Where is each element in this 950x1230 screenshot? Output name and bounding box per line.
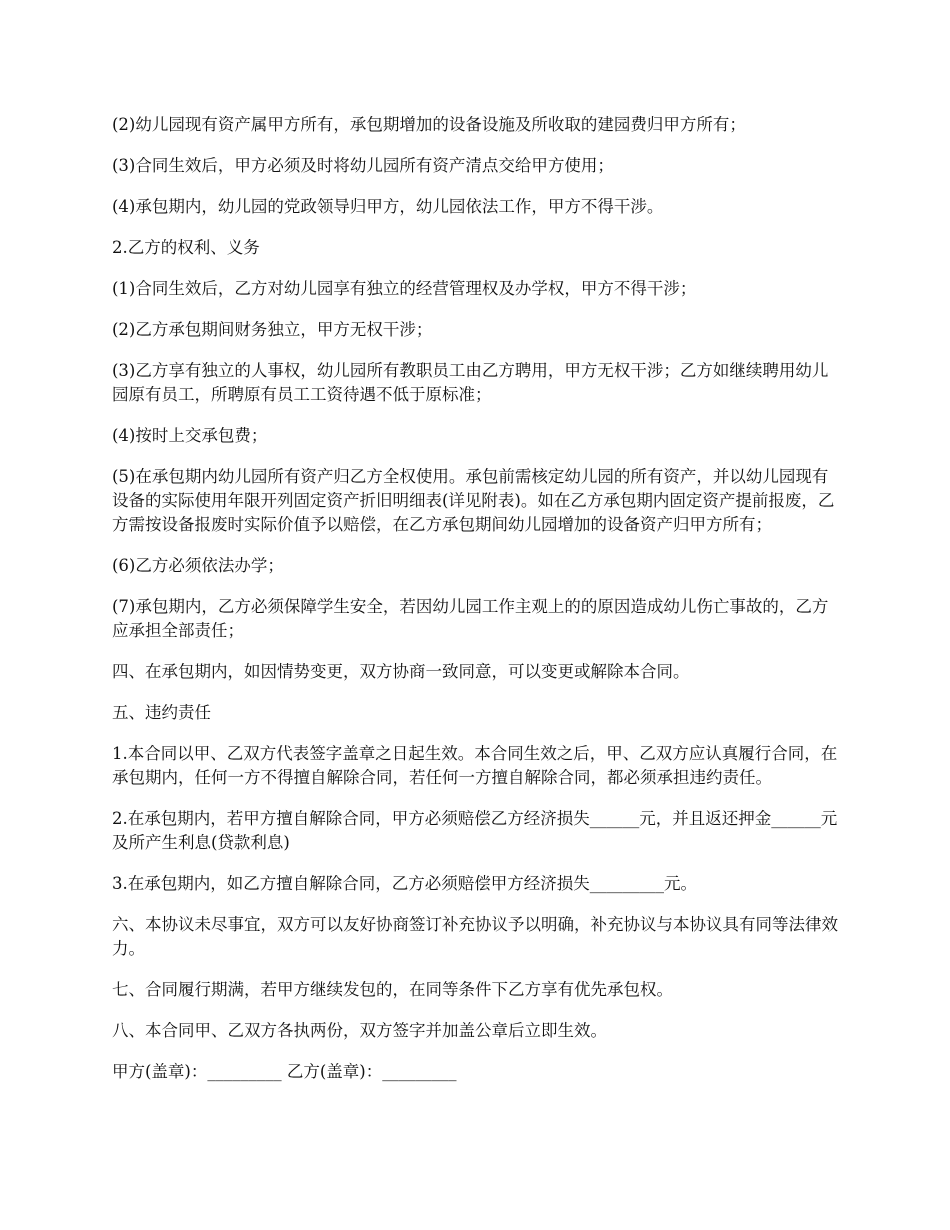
paragraph-student-safety: (7)承包期内，乙方必须保障学生安全，若因幼儿园工作主观上的的原因造成幼儿伤亡事故的，乙方应承担全部责任；: [112, 597, 829, 640]
paragraph-management-rights: (1)合同生效后，乙方对幼儿园享有独立的经营管理权及办学权，甲方不得干涉；: [112, 279, 697, 298]
paragraph-contract-effect: 1.本合同以甲、乙双方代表签字盖章之日起生效。本合同生效之后，甲、乙双方应认真履行合同，在承包期内，任何一方不得擅自解除合同，若任何一方擅自解除合同，都必须承担违约责任。: [112, 744, 838, 787]
paragraph-party-leadership: (4)承包期内，幼儿园的党政领导归甲方，幼儿园依法工作，甲方不得干涉。: [112, 197, 664, 216]
paragraph-party-b-termination: 3.在承包期内，如乙方擅自解除合同，乙方必须赔偿甲方经济损失_________元。: [112, 874, 697, 893]
paragraph-financial-independence: (2)乙方承包期间财务独立，甲方无权干涉；: [112, 320, 433, 339]
paragraph-assets-ownership: (2)幼儿园现有资产属甲方所有，承包期增加的设备设施及所收取的建园费归甲方所有；: [112, 115, 746, 134]
signature-line: 甲方(盖章)：_________ 乙方(盖章)：_________: [112, 1062, 457, 1081]
section-heading-party-b-rights: 2.乙方的权利、义务: [112, 238, 260, 257]
document-body: [112, 113, 840, 1101]
section-heading-supplementary: 六、本协议未尽事宜，双方可以友好协商签订补充协议予以明确，补充协议与本协议具有同等法律效力。: [112, 915, 838, 958]
paragraph-asset-handover: (3)合同生效后，甲方必须及时将幼儿园所有资产清点交给甲方使用；: [112, 156, 614, 175]
section-heading-contract-change: 四、在承包期内，如因情势变更，双方协商一致同意，可以变更或解除本合同。: [112, 662, 690, 681]
section-heading-renewal: 七、合同履行期满，若甲方继续发包的，在同等条件下乙方享有优先承包权。: [112, 980, 673, 999]
section-heading-breach-liability: 五、违约责任: [112, 703, 211, 722]
paragraph-asset-usage: (5)在承包期内幼儿园所有资产归乙方全权使用。承包前需核定幼儿园的所有资产，并以幼儿园现有设备的实际使用年限开列固定资产折旧明细表(详见附表)。如在乙方承包期内固定资产提前报废，乙方需按设备报废时实际价值予以赔偿，在乙方承包期间幼儿园增加的设备资产归甲方所有；: [112, 467, 835, 534]
paragraph-contract-fee: (4)按时上交承包费；: [112, 426, 268, 445]
paragraph-party-a-termination: 2.在承包期内，若甲方擅自解除合同，甲方必须赔偿乙方经济损失______元，并且返还押金______元及所产生利息(贷款利息): [112, 809, 838, 852]
paragraph-personnel-rights: (3)乙方享有独立的人事权，幼儿园所有教职员工由乙方聘用，甲方无权干涉；乙方如继续聘用幼儿园原有员工，所聘原有员工工资待遇不低于原标准；: [112, 361, 829, 404]
section-heading-copies: 八、本合同甲、乙双方各执两份，双方签字并加盖公章后立即生效。: [112, 1021, 607, 1040]
paragraph-lawful-operation: (6)乙方必须依法办学；: [112, 556, 284, 575]
